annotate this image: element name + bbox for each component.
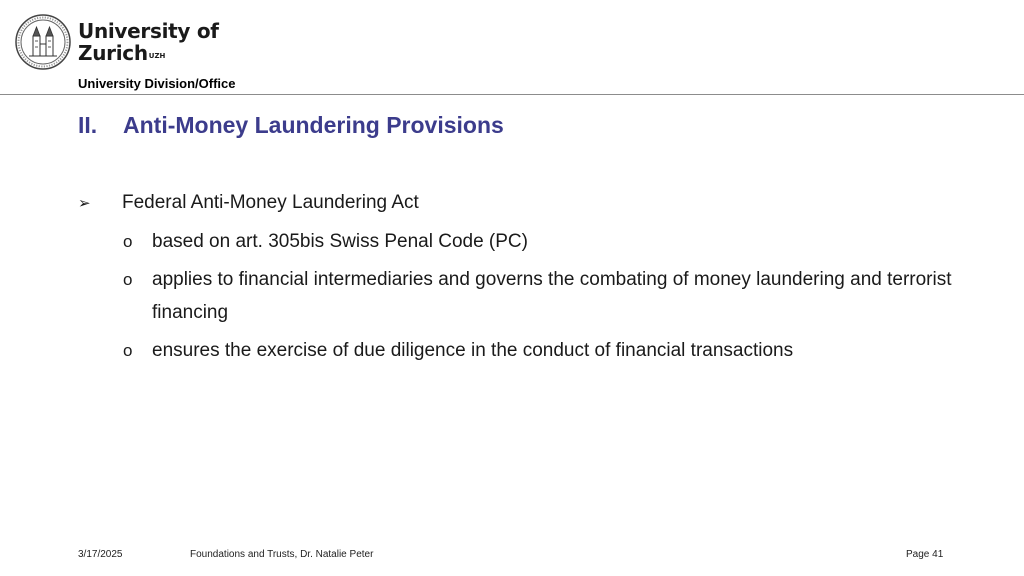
circle-bullet-icon: o xyxy=(123,341,133,360)
division-label: University Division/Office xyxy=(78,76,236,91)
logo-superscript: UZH xyxy=(148,52,166,60)
sub-bullet-text: based on art. 305bis Swiss Penal Code (PC) xyxy=(152,231,528,252)
footer-date: 3/17/2025 xyxy=(78,549,123,560)
logo-line-2 xyxy=(78,42,219,64)
main-bullet-text: Federal Anti-Money Laundering Act xyxy=(122,192,419,213)
logo-line-1: University of xyxy=(78,19,219,43)
circle-bullet-icon: o xyxy=(123,270,133,289)
sub-bullet-text: applies to financial intermediaries and governs the combating of money laundering and terrorist financing xyxy=(152,269,952,323)
slide-header xyxy=(0,0,1024,96)
university-wordmark xyxy=(78,20,219,64)
list-item xyxy=(78,225,958,258)
footer-author: Foundations and Trusts, Dr. Natalie Peter xyxy=(190,549,374,560)
slide-content xyxy=(78,188,958,372)
slide-title xyxy=(78,112,504,139)
circle-bullet-icon: o xyxy=(123,232,133,251)
list-item xyxy=(78,263,958,329)
main-bullet xyxy=(78,188,958,218)
title-text: Anti-Money Laundering Provisions xyxy=(123,112,504,138)
list-item xyxy=(78,334,958,367)
university-seal-icon xyxy=(15,14,71,70)
arrow-bullet-icon: ➢ xyxy=(78,194,91,212)
header-divider xyxy=(0,94,1024,95)
sub-bullet-list xyxy=(78,225,958,367)
logo-city: Zurich xyxy=(78,41,148,65)
sub-bullet-text: ensures the exercise of due diligence in the conduct of financial transactions xyxy=(152,340,794,361)
page-number: Page 41 xyxy=(906,549,944,560)
section-number: II. xyxy=(78,112,98,138)
